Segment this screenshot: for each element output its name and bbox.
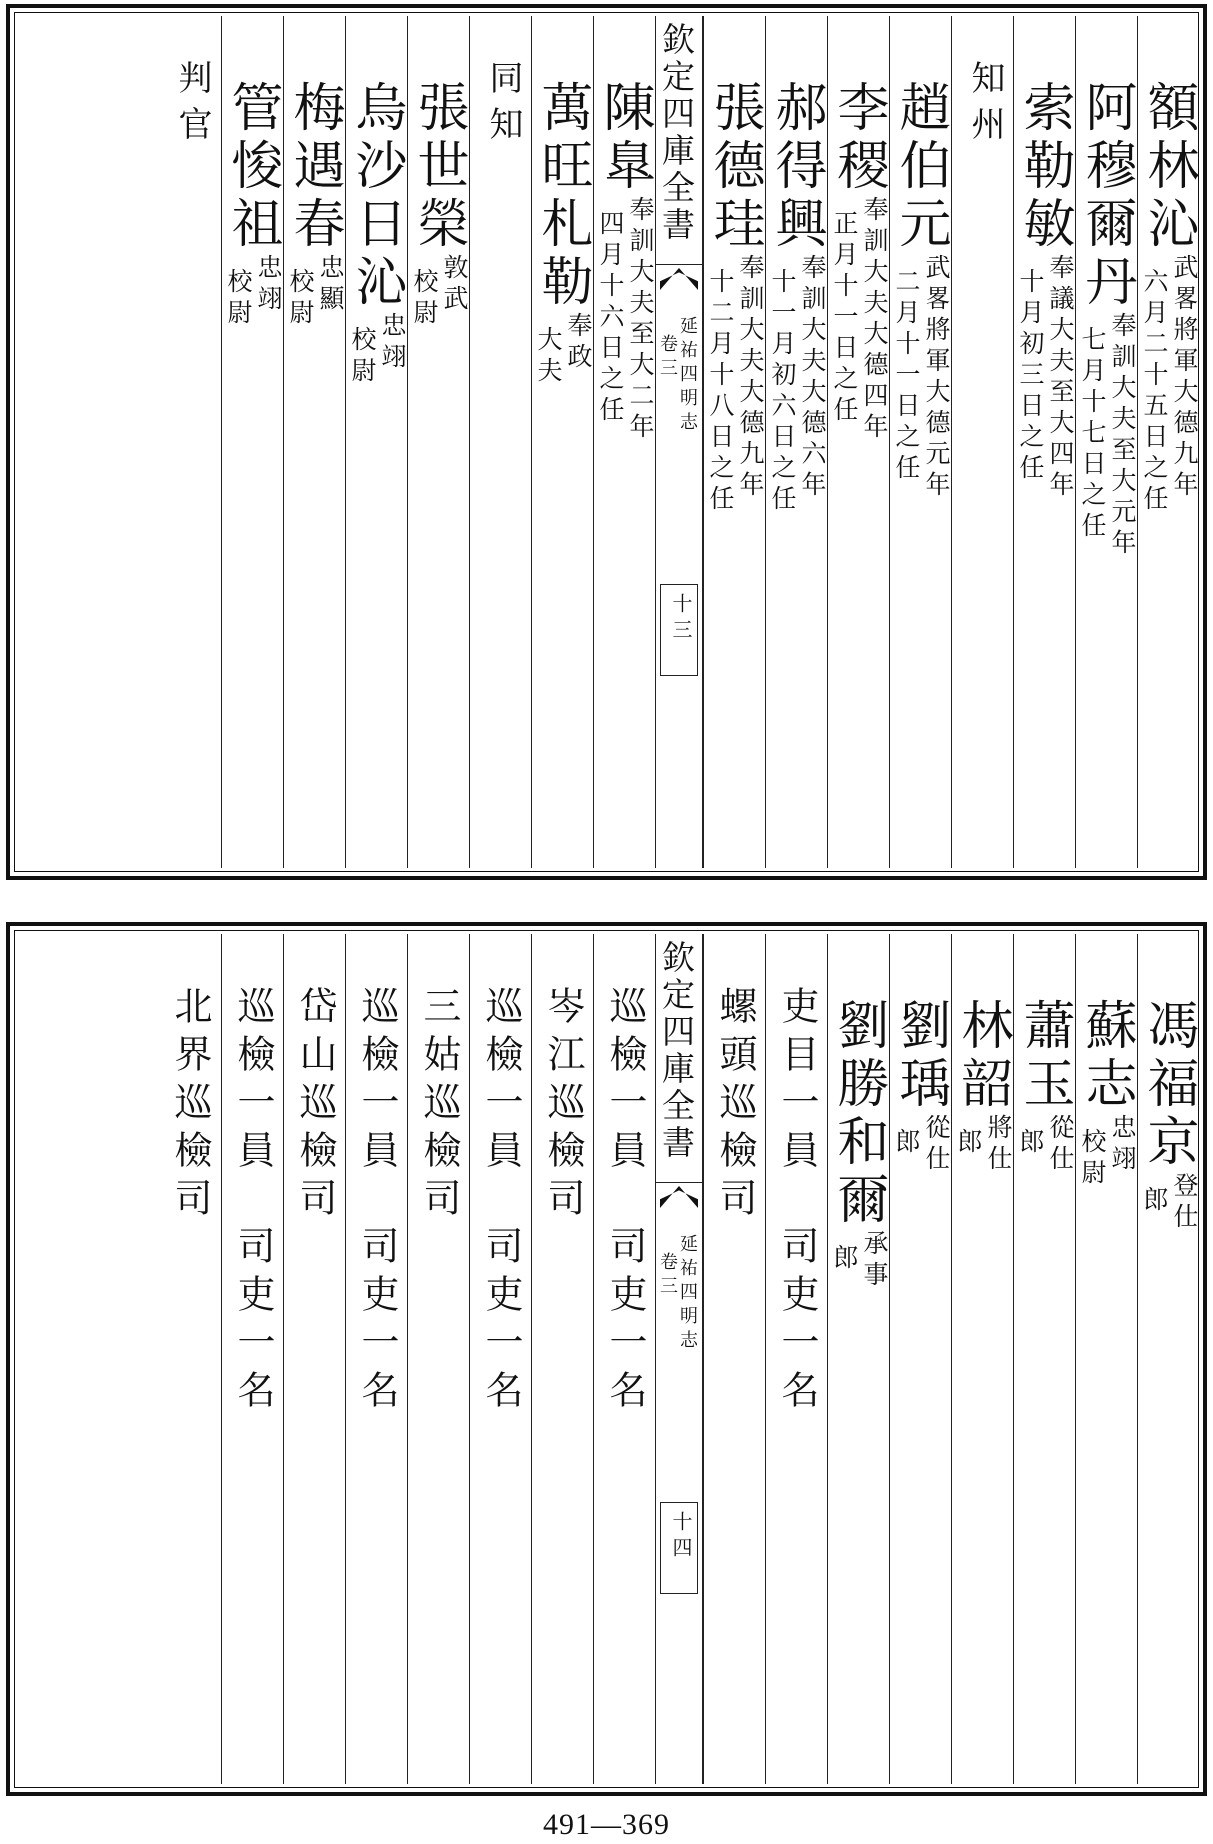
upper-page bbox=[6, 4, 1207, 880]
text-column bbox=[1075, 934, 1137, 1784]
text-column bbox=[1075, 16, 1137, 868]
center-volume: 卷三 bbox=[657, 1252, 678, 1300]
text-column bbox=[593, 16, 655, 868]
annotation-line: 校尉 bbox=[224, 268, 253, 330]
text-column bbox=[159, 934, 221, 1784]
annotation-line: 十一月初六日之任 bbox=[768, 268, 797, 516]
text-column bbox=[951, 934, 1013, 1784]
text-column bbox=[951, 16, 1013, 868]
official-name: 萬旺札勒 bbox=[532, 80, 592, 312]
body-text: 巡檢一員 司吏一名 bbox=[231, 986, 275, 1418]
official-name: 郝得興 bbox=[766, 80, 826, 254]
text-column bbox=[1013, 16, 1075, 868]
text-column bbox=[765, 934, 827, 1784]
annotation-line: 郎 bbox=[830, 1244, 859, 1275]
center-book-title: 延祐四明志 bbox=[677, 1234, 698, 1354]
annotation-line: 忠翊 bbox=[1108, 1114, 1137, 1176]
official-name: 劉勝和爾 bbox=[828, 998, 888, 1230]
text-column bbox=[531, 16, 593, 868]
center-book-title: 延祐四明志 bbox=[677, 316, 698, 436]
official-name: 額林沁 bbox=[1138, 80, 1198, 254]
annotation-line: 奉訓大夫大德六年 bbox=[798, 254, 827, 502]
center-title: 欽定四庫全書 bbox=[657, 22, 696, 244]
annotation-line: 承事 bbox=[860, 1230, 889, 1292]
center-title-box bbox=[656, 934, 702, 1183]
fishtail-mark bbox=[660, 1186, 698, 1208]
annotation-line: 校尉 bbox=[410, 268, 439, 330]
annotation-line: 正月十一日之任 bbox=[830, 210, 859, 427]
text-column bbox=[159, 16, 221, 868]
annotation-line: 奉政 bbox=[564, 312, 593, 374]
annotation-line: 郎 bbox=[1140, 1186, 1169, 1217]
text-column bbox=[469, 934, 531, 1784]
annotation-line: 奉訓大夫至大二年 bbox=[626, 196, 655, 444]
official-name: 林韶 bbox=[952, 998, 1012, 1114]
official-name: 陳臯 bbox=[594, 80, 654, 196]
page-number: 十四 bbox=[669, 1511, 693, 1563]
official-name: 李稷 bbox=[828, 80, 888, 196]
body-text: 岱山巡檢司 bbox=[293, 986, 337, 1226]
annotation-line: 郎 bbox=[954, 1128, 983, 1159]
annotation-line: 大夫 bbox=[534, 326, 563, 388]
text-column bbox=[283, 16, 345, 868]
page-number: 十三 bbox=[669, 593, 693, 645]
text-column bbox=[703, 934, 765, 1784]
text-column bbox=[345, 16, 407, 868]
annotation-line: 六月二十五日之任 bbox=[1140, 268, 1169, 516]
annotation-line: 武畧將軍大德九年 bbox=[1170, 254, 1199, 502]
annotation-line: 從仕 bbox=[1046, 1114, 1075, 1176]
annotation-line: 忠翊 bbox=[378, 312, 407, 374]
body-text: 螺頭巡檢司 bbox=[713, 986, 757, 1226]
official-name: 阿穆爾丹 bbox=[1076, 80, 1136, 312]
text-column bbox=[593, 934, 655, 1784]
annotation-line: 郎 bbox=[1016, 1128, 1045, 1159]
text-column bbox=[407, 16, 469, 868]
section-header: 判官 bbox=[172, 60, 212, 152]
center-volume: 卷三 bbox=[657, 334, 678, 382]
official-name: 索勒敏 bbox=[1014, 80, 1074, 254]
section-header: 知州 bbox=[965, 60, 1005, 152]
official-name: 烏沙日沁 bbox=[346, 80, 406, 312]
annotation-line: 從仕 bbox=[922, 1114, 951, 1176]
official-name: 梅遇春 bbox=[284, 80, 344, 254]
center-margin-strip bbox=[655, 934, 703, 1784]
body-text: 吏目一員 司吏一名 bbox=[775, 986, 819, 1418]
annotation-line: 十二月十八日之任 bbox=[706, 268, 735, 516]
text-column bbox=[469, 16, 531, 868]
annotation-line: 忠翊 bbox=[254, 254, 283, 316]
page-number-box bbox=[660, 584, 698, 676]
annotation-line: 校尉 bbox=[286, 268, 315, 330]
text-column bbox=[283, 934, 345, 1784]
center-title-box bbox=[656, 16, 702, 265]
annotation-line: 奉訓大夫大德九年 bbox=[736, 254, 765, 502]
annotation-line: 郎 bbox=[892, 1128, 921, 1159]
body-text: 巡檢一員 司吏一名 bbox=[479, 986, 523, 1418]
official-name: 管悛祖 bbox=[222, 80, 282, 254]
text-column bbox=[889, 934, 951, 1784]
text-column bbox=[1137, 16, 1199, 868]
body-text: 巡檢一員 司吏一名 bbox=[603, 986, 647, 1418]
annotation-line: 敦武 bbox=[440, 254, 469, 316]
fishtail-mark bbox=[660, 268, 698, 290]
text-column bbox=[221, 16, 283, 868]
text-column bbox=[531, 934, 593, 1784]
official-name: 張世榮 bbox=[408, 80, 468, 254]
lower-page bbox=[6, 922, 1207, 1796]
text-column bbox=[827, 934, 889, 1784]
official-name: 劉瑀 bbox=[890, 998, 950, 1114]
official-name: 馮福京 bbox=[1138, 998, 1198, 1172]
annotation-line: 奉訓大夫大德四年 bbox=[860, 196, 889, 444]
annotation-line: 校尉 bbox=[1078, 1128, 1107, 1190]
text-column bbox=[221, 934, 283, 1784]
center-title: 欽定四庫全書 bbox=[657, 940, 696, 1162]
annotation-line: 忠顯 bbox=[316, 254, 345, 316]
text-column bbox=[889, 16, 951, 868]
annotation-line: 十月初三日之任 bbox=[1016, 268, 1045, 485]
page-footer-number: 491—369 bbox=[543, 1808, 670, 1841]
text-column bbox=[827, 16, 889, 868]
annotation-line: 登仕 bbox=[1170, 1172, 1199, 1234]
page-number-box bbox=[660, 1502, 698, 1594]
text-column bbox=[345, 934, 407, 1784]
body-text: 北界巡檢司 bbox=[168, 986, 212, 1226]
text-column bbox=[765, 16, 827, 868]
body-text: 三姑巡檢司 bbox=[417, 986, 461, 1226]
text-column bbox=[407, 934, 469, 1784]
section-header: 同知 bbox=[483, 60, 523, 152]
annotation-line: 二月十一日之任 bbox=[892, 268, 921, 485]
annotation-line: 四月十六日之任 bbox=[596, 210, 625, 427]
center-margin-strip bbox=[655, 16, 703, 868]
annotation-line: 將仕 bbox=[984, 1114, 1013, 1176]
official-name: 張德珪 bbox=[704, 80, 764, 254]
annotation-line: 奉議大夫至大四年 bbox=[1046, 254, 1075, 502]
body-text: 巡檢一員 司吏一名 bbox=[355, 986, 399, 1418]
text-column bbox=[1137, 934, 1199, 1784]
annotation-line: 七月十七日之任 bbox=[1078, 326, 1107, 543]
text-column bbox=[1013, 934, 1075, 1784]
annotation-line: 奉訓大夫至大元年 bbox=[1108, 312, 1137, 560]
official-name: 趙伯元 bbox=[890, 80, 950, 254]
text-column bbox=[703, 16, 765, 868]
official-name: 蘇志 bbox=[1076, 998, 1136, 1114]
official-name: 蕭玉 bbox=[1014, 998, 1074, 1114]
body-text: 岑江巡檢司 bbox=[541, 986, 585, 1226]
annotation-line: 武畧將軍大德元年 bbox=[922, 254, 951, 502]
annotation-line: 校尉 bbox=[348, 326, 377, 388]
